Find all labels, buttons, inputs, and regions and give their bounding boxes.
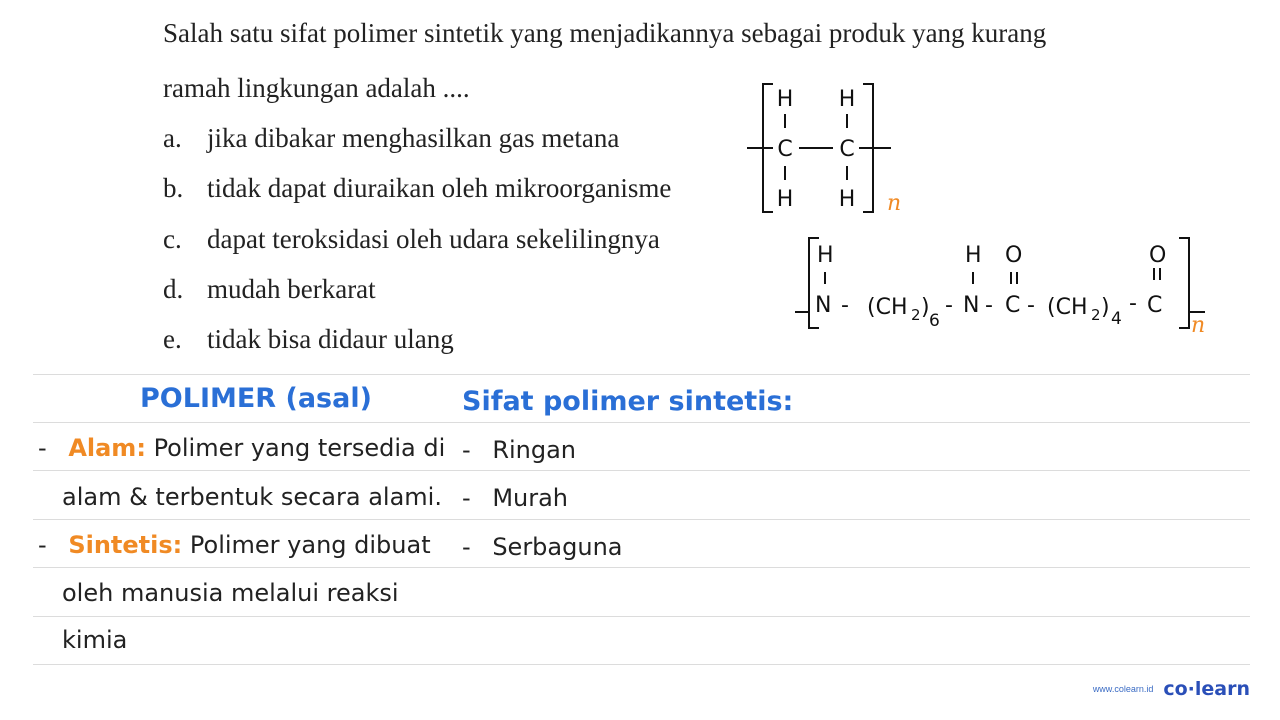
property-item	[462, 533, 622, 561]
sintetis-row-continued: kimia	[62, 626, 128, 654]
group-ch2: (CH	[867, 295, 908, 320]
bond-dash: -	[985, 293, 993, 318]
atom-o: O	[1149, 243, 1167, 268]
option-text: jika dibakar menghasilkan gas metana	[207, 123, 620, 153]
option-letter: c.	[163, 224, 182, 254]
option-text: dapat teroksidasi oleh udara sekelilingnya	[207, 224, 660, 254]
atom-h: H	[776, 187, 794, 212]
paren-close: )	[1101, 295, 1110, 320]
property-item	[462, 484, 568, 512]
atom-h: H	[838, 87, 856, 112]
group-ch2: (CH	[1047, 295, 1088, 320]
atom-h: H	[838, 187, 856, 212]
bullet: -	[38, 531, 47, 559]
heading-sifat-polimer: Sifat polimer sintetis:	[462, 386, 794, 417]
property-text: Ringan	[492, 436, 577, 464]
alam-row	[38, 434, 445, 462]
sintetis-row	[38, 531, 431, 559]
colearn-logo: co·learn	[1163, 678, 1250, 700]
property-text: Serbaguna	[492, 533, 623, 561]
option-text: tidak bisa didaur ulang	[207, 324, 454, 354]
footer-branding	[1093, 678, 1250, 700]
sintetis-text: Polimer yang dibuat	[189, 531, 431, 559]
alam-text: Polimer yang tersedia di	[153, 434, 446, 462]
bond-dash: -	[841, 293, 849, 318]
question-line-1: Salah satu sifat polimer sintetik yang menjadikannya sebagai produk yang kurang	[163, 18, 1047, 48]
atom-h: H	[965, 243, 982, 268]
repeat-n: n	[887, 191, 902, 216]
atom-h: H	[776, 87, 794, 112]
sintetis-row-continued: oleh manusia melalui reaksi	[62, 579, 399, 607]
option-letter: d.	[163, 274, 184, 304]
subscript-2: 2	[1091, 306, 1101, 324]
property-text: Murah	[492, 484, 569, 512]
option-text: mudah berkarat	[207, 274, 376, 304]
option-letter: a.	[163, 123, 182, 153]
atom-n: N	[815, 293, 832, 318]
repeat-n: n	[1191, 313, 1206, 338]
subscript-6: 6	[929, 311, 940, 331]
paren-close: )	[921, 295, 930, 320]
option-text: tidak dapat diuraikan oleh mikroorganisme	[207, 173, 672, 203]
atom-c: C	[839, 137, 855, 162]
atom-h: H	[817, 243, 834, 268]
property-item	[462, 436, 576, 464]
atom-o: O	[1005, 243, 1023, 268]
heading-polimer-asal: POLIMER (asal)	[140, 383, 372, 414]
bond-dash: -	[1129, 291, 1137, 316]
atom-c: C	[777, 137, 793, 162]
sintetis-label: Sintetis:	[68, 531, 183, 559]
bond-dash: -	[945, 293, 953, 318]
subscript-2: 2	[911, 306, 921, 324]
atom-c: C	[1147, 293, 1163, 318]
site-url[interactable]: www.colearn.id	[1092, 684, 1154, 694]
alam-row-continued: alam & terbentuk secara alami.	[62, 483, 442, 511]
bond-dash: -	[1027, 293, 1035, 318]
atom-c: C	[1005, 293, 1021, 318]
bullet: -	[462, 436, 471, 464]
bullet: -	[462, 533, 471, 561]
question-line-2: ramah lingkungan adalah ....	[163, 73, 470, 103]
option-letter: e.	[163, 324, 182, 354]
atom-n: N	[963, 293, 980, 318]
option-letter: b.	[163, 173, 184, 203]
alam-label: Alam:	[68, 434, 146, 462]
bullet: -	[462, 484, 471, 512]
bullet: -	[38, 434, 47, 462]
subscript-4: 4	[1111, 309, 1122, 329]
